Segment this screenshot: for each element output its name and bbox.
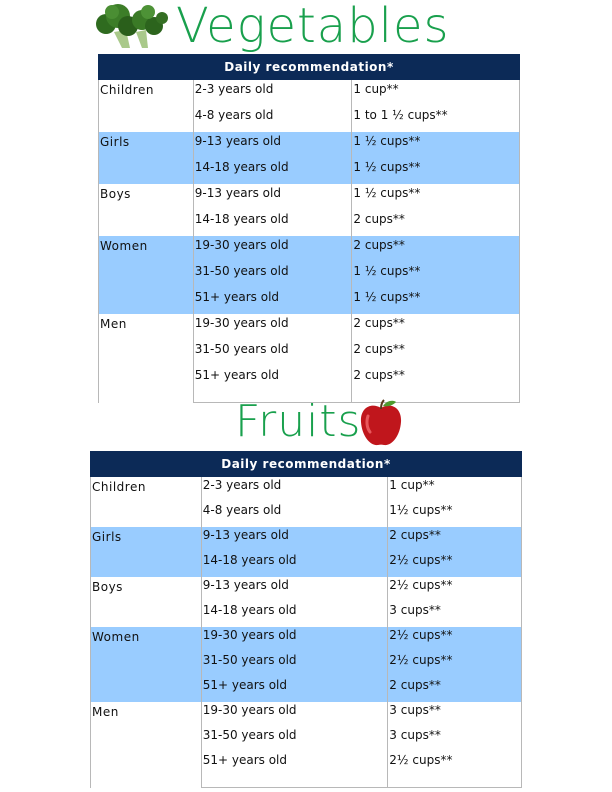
amount-cell: 2½ cups** (388, 752, 522, 777)
amount-cell: 1 ½ cups** (352, 184, 520, 210)
amount-cell: 1 cup** (352, 80, 520, 107)
amount-cell: 2 cups** (352, 340, 520, 366)
age-cell: 9-13 years old (193, 132, 352, 158)
amount-cell: 1 ½ cups** (352, 158, 520, 184)
age-cell: 14-18 years old (193, 158, 352, 184)
age-cell: 9-13 years old (201, 527, 388, 552)
group-label: Men (99, 314, 194, 403)
amount-cell: 2 cups** (388, 527, 522, 552)
table-row (91, 527, 522, 552)
amount-cell: 1 ½ cups** (352, 132, 520, 158)
group-label: Children (99, 80, 194, 133)
fruits-table-header: Daily recommendation* (91, 452, 522, 477)
age-cell: 31-50 years old (201, 727, 388, 752)
age-cell: 51+ years old (201, 677, 388, 702)
age-cell: 51+ years old (193, 366, 352, 392)
group-label: Men (91, 702, 202, 788)
age-cell: 51+ years old (193, 288, 352, 314)
amount-cell: 2½ cups** (388, 577, 522, 602)
amount-cell: 2½ cups** (388, 552, 522, 577)
amount-cell: 2 cups** (352, 314, 520, 340)
amount-cell: 1 ½ cups** (352, 262, 520, 288)
table-row (99, 184, 520, 210)
age-cell: 2-3 years old (201, 477, 388, 503)
group-label: Girls (99, 132, 194, 184)
table-row (99, 236, 520, 262)
age-cell: 14-18 years old (201, 602, 388, 627)
table-row (91, 702, 522, 727)
age-cell: 19-30 years old (193, 236, 352, 262)
vegetables-table-header: Daily recommendation* (99, 55, 520, 80)
amount-cell: 1½ cups** (388, 502, 522, 527)
table-row (99, 132, 520, 158)
age-cell: 4-8 years old (201, 502, 388, 527)
group-label: Boys (99, 184, 194, 236)
group-label: Boys (91, 577, 202, 627)
amount-cell: 1 ½ cups** (352, 288, 520, 314)
amount-cell: 3 cups** (388, 602, 522, 627)
amount-cell: 2 cups** (388, 677, 522, 702)
table-row (91, 627, 522, 652)
amount-cell: 2 cups** (352, 366, 520, 392)
group-label: Women (99, 236, 194, 314)
amount-cell: 3 cups** (388, 702, 522, 727)
age-cell: 2-3 years old (193, 80, 352, 107)
amount-cell: 1 cup** (388, 477, 522, 503)
table-row (99, 314, 520, 340)
age-cell: 14-18 years old (193, 210, 352, 236)
table-row (91, 477, 522, 503)
age-cell: 31-50 years old (193, 340, 352, 366)
age-cell: 9-13 years old (193, 184, 352, 210)
age-cell: 51+ years old (201, 752, 388, 777)
group-label: Women (91, 627, 202, 702)
vegetables-table (98, 54, 520, 403)
age-cell: 4-8 years old (193, 106, 352, 132)
broccoli-icon (92, 2, 174, 50)
age-cell: 19-30 years old (201, 702, 388, 727)
age-cell: 31-50 years old (193, 262, 352, 288)
amount-cell: 2½ cups** (388, 652, 522, 677)
age-cell: 19-30 years old (193, 314, 352, 340)
fruits-table (90, 451, 522, 788)
age-cell: 9-13 years old (201, 577, 388, 602)
age-cell: 14-18 years old (201, 552, 388, 577)
age-cell: 31-50 years old (201, 652, 388, 677)
group-label: Girls (91, 527, 202, 577)
amount-cell: 1 to 1 ½ cups** (352, 106, 520, 132)
spacer-cell (388, 777, 522, 788)
vegetables-title: Vegetables (176, 0, 450, 54)
amount-cell: 2 cups** (352, 210, 520, 236)
table-row (99, 80, 520, 107)
amount-cell: 2 cups** (352, 236, 520, 262)
amount-cell: 3 cups** (388, 727, 522, 752)
spacer-cell (201, 777, 388, 788)
apple-icon (356, 398, 406, 448)
age-cell: 19-30 years old (201, 627, 388, 652)
amount-cell: 2½ cups** (388, 627, 522, 652)
table-row (91, 577, 522, 602)
fruits-title: Fruits (235, 396, 362, 447)
group-label: Children (91, 477, 202, 528)
